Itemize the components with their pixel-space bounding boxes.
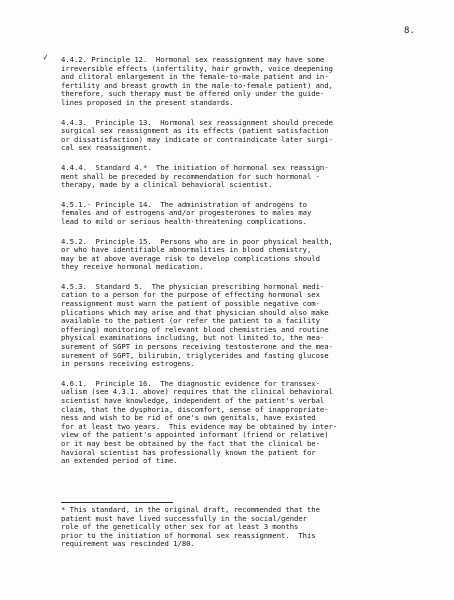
text-line: offering) monitoring of relevant blood chemistries and routine: [61, 324, 329, 334]
text-line: reassignment must warn the patient of possible negative com-: [61, 299, 320, 309]
paragraph-4-6-1: [61, 380, 451, 466]
text-line: or it may best be obtained by the fact that the clinical be-: [61, 438, 320, 448]
text-line: irreversible effects (infertility, hair growth, voice deepening: [61, 63, 333, 73]
text-line: in persons receiving estrogens.: [61, 359, 195, 369]
footnote-divider: [61, 502, 173, 503]
paragraph-4-5-3: [61, 283, 451, 369]
text-line: an extended period of time.: [61, 456, 178, 466]
text-line: physical examinations including, but not limited to, the mea-: [61, 333, 325, 343]
paragraph-4-5-1: [61, 201, 451, 227]
text-line: or who have identifiable abnormalities in blood chemistry,: [61, 245, 312, 255]
text-line: lines proposed in the present standards.: [61, 97, 234, 107]
text-line: females and of estrogens and/or progesterones to males may: [61, 208, 312, 218]
text-line: claim, that the dysphoria, discomfort, sense of inappropriate-: [61, 404, 329, 414]
text-line: 4.5.1.· Principle 14. The administration of androgens to: [61, 199, 307, 209]
checkmark-annotation-icon: ✓: [42, 52, 50, 64]
text-line: view of the patient's appointed informant (friend or relative): [61, 430, 329, 440]
text-line: cal sex reassignment.: [61, 143, 152, 153]
paragraph-4-5-2: [61, 238, 451, 272]
page-number: 8.: [404, 26, 415, 36]
paragraph-4-4-2: [61, 56, 451, 108]
text-line: 4.5.3. Standard 5. The physician prescribing hormonal medi-: [61, 281, 325, 291]
text-line: surgical sex reassignment as its effects (patient satisfaction: [61, 126, 329, 136]
footnote: [61, 506, 451, 549]
text-line: for at least two years. This evidence may be obtained by inter-: [61, 421, 338, 431]
text-line: surement of SGPT in persons receiving testosterone and the mea-: [61, 342, 333, 352]
text-line: surement of SGPT, bilirubin, triglycerides and fasting glucose: [61, 350, 329, 360]
text-line: ualism (see 4.3.1. above) requires that the clinical behavioral: [61, 387, 333, 397]
footnote-line: requirement was rescinded 1/80.: [61, 539, 195, 549]
body-text: [61, 56, 451, 477]
text-line: cation to a person for the purpose of effecting hormonal sex: [61, 290, 320, 300]
text-line: scientist have knowledge, independent of the patient's verbal: [61, 396, 325, 405]
footnote-line: prior to the initiation of hormonal sex reassignment. This: [61, 530, 316, 540]
text-line: or dissatisfaction) may indicate or contraindicate later surgi-: [61, 134, 333, 144]
text-line: ment shall be preceded by recommendation for such hormonal ·: [61, 171, 320, 181]
text-line: available to the patient (or refer the patient to a facility: [61, 316, 320, 326]
text-line: fertility and breast growth in the male-to-female patient) and,: [61, 80, 333, 90]
footnote-line: * This standard, in the original draft, recommended that the: [61, 505, 320, 514]
text-line: 4.5.2. Principle 15. Persons who are in poor physical health,: [61, 236, 333, 246]
text-line: they receive hormonal medication.: [61, 262, 204, 272]
footnote-line: role of the genetically other sex for at least 3 months: [61, 522, 299, 532]
text-line: 4.4.3. Principle 13. Hormonal sex reassignment should precede: [61, 117, 333, 127]
text-line: ness and wish to be rid of one's own genitals, have existed: [61, 413, 316, 423]
footnote-line: patient must have lived successfully in the social/gender: [61, 513, 307, 523]
paragraph-4-4-3: [61, 119, 451, 153]
text-line: 4.4.2. Principle 12. Hormonal sex reassignment may have some: [61, 55, 325, 64]
text-line: therapy, made by a clinical behavioral scientist.: [61, 180, 273, 190]
text-line: havioral scientist has professionally known the patient for: [61, 447, 316, 457]
text-line: plications which may arise and that physician should also make: [61, 307, 329, 317]
text-line: and clitoral enlargement in the female-to-male patient and in-: [61, 72, 329, 82]
paragraph-4-4-4: [61, 164, 451, 190]
text-line: lead to mild or serious health-threatening complications.: [61, 216, 307, 226]
text-line: 4.6.1. Principle 16. The diagnostic evidence for transsex-: [61, 378, 320, 388]
text-line: may be at above average risk to develop complications should: [61, 253, 320, 263]
text-line: 4.4.4. Standard 4.* The initiation of hormonal sex reassign-: [61, 162, 329, 172]
text-line: therefore, such therapy must be offered only under the guide-: [61, 89, 325, 99]
